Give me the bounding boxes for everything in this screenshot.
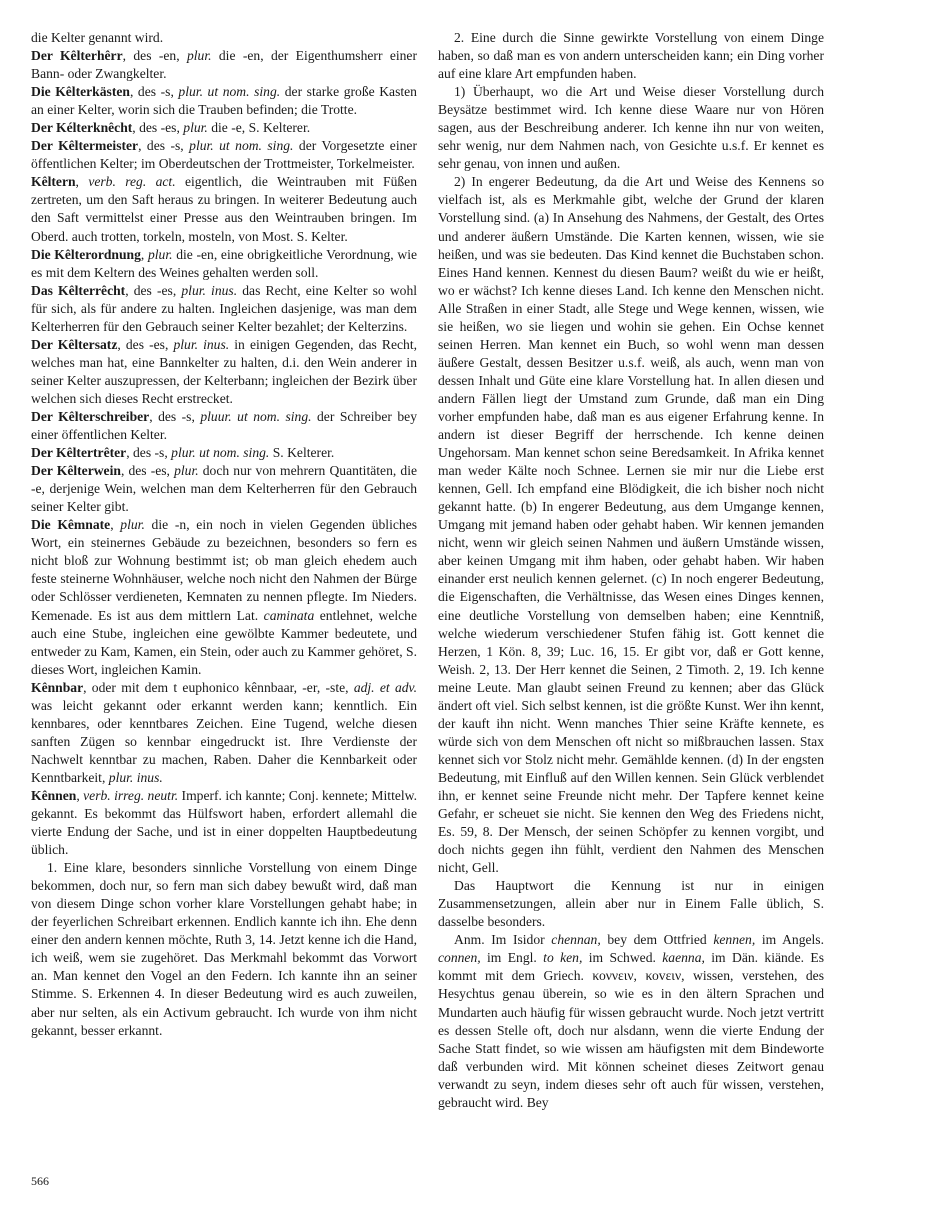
sense-paragraph: 1) Überhaupt, wo die Art und Weise dieser Vorstellung durch Beysätze bestimmet wird. Ich kenne diese Waare nur von Hören sagen, aus der Beschreibung anderer. Ich kenne ihn nur von weiten, sehr wenig, nur dem Nahmen nach, von Gesichte u.s.f. Er kennet es sehr genau, von innen und außen. — [438, 84, 824, 172]
headword: Kênnbar — [31, 679, 84, 695]
headword: Die Kêlterordnung — [31, 246, 141, 262]
dictionary-entry: Die Kêlterkästen, des -s, plur. ut nom. sing. der starke große Kasten an einer Kelter, worin sich die Trauben befinden; die Trotte. — [31, 84, 417, 118]
dictionary-entry: Kênnen, verb. irreg. neutr. Imperf. ich kannte; Conj. kennete; Mittelw. gekannt. Es bekommt das Hülfswort haben, erfordert allemahl die vierte Endung der Sache, und ist in einer doppelten Hauptbedeutung üblich. — [31, 787, 417, 858]
left-column — [31, 29, 417, 1040]
headword: Kêltern — [31, 174, 76, 190]
dictionary-entry: Der Kélterknêcht, des -es, plur. die -e, S. Kelterer. — [31, 120, 311, 136]
sense-paragraph: 1. Eine klare, besonders sinnliche Vorstellung von einem Dinge bekommen, doch nur, so fern man sich dabey bewußt wird, daß man von diesem Dinge schon vorher klare Vorstellungen gehabt habe; in der feyerlichen Schreibart erkennen. Endlich kannte ich ihn. Ehe denn einer den andern kennen möchte, Ruth 3, 14. Jetzt kenne ich die Hand, ich weiß, wem sie zugehöret. Das Merkmahl bekommt das Vorwort an. Man kennet den Vogel an den Federn. Ich kannte ihn an seiner Stimme. S. Erkennen 4. In dieser Bedeutung wird es auch zuweilen, aber nur selten, als ein Activum gebraucht. Ich wurde von ihm nicht gekannt, besser erkannt. — [31, 860, 417, 1038]
headword: Der Kêltersatz — [31, 336, 118, 352]
dictionary-entry: Der Kêlterhêrr, des -en, plur. die -en, der Eigenthumsherr einer Bann- oder Zwangkelter. — [31, 48, 417, 82]
headword: Die Kêlterkästen — [31, 84, 130, 100]
headword: Kênnen — [31, 787, 77, 803]
sense-paragraph: 2) In engerer Bedeutung, da die Art und Weise des Kennens so vielfach ist, als es Merkmahle gibt, welche der Grund der klaren Vorstellung sind. (a) In Ansehung des Nahmens, der Gestalt, des Ortes und anderer äußern Umstände. Die Karten kennen, wissen, wie sie heißen, und was sie bedeuten. Das Kind kennet die Buchstaben schon. Eines Hand kennen. Kennest du diesen Baum? weißt du wie er heißt, wo er wächst? Ich kenne dieses Land. Ich kenne den Menschen nicht. Alle Straßen in einer Stadt, alle Stege und Wege kennen, wissen, wie sie heißen, wo sie liegen und wohin sie gehen. Ein Ochse kennet seinen Herren. Man kennet ein Buch, so wohl wenn man dessen äußere Gestalt, dessen Besitzer u.s.f. weiß, als auch, wenn man von dessen Inhalt und Güte eine klare Vorstellung hat. In allen diesen und andern Fällen liegt der Umstand zum Grunde, daß man ein Ding vorher empfunden habe, daß man es aus eigener Erfahrung kenne. In andern ist dieser Begriff der herrschende. Ich kenne deinen Ungehorsam. Man kennet schon seine Beredsamkeit. In Afrika kennet man weder Kälte noch Schnee. Lernen sie mir nur die Liebe erst kennen, Gell. Ich empfand eine Blödigkeit, die ich bisher noch nicht gekannt hatte. (b) In engerer Bedeutung, aus dem Umgange kennen, Umgang mit jemand haben oder gehabt haben. Wir kennen jemanden nicht, wenn wir gleich seinen Nahmen und äußern Umstände wissen, aber keinen Umgang mit ihm haben, oder gehabt haben. Wir haben einander erst neulich kennen gelernet. (c) In noch engerer Bedeutung, die Eigenschaften, die Verhältnisse, das Wesen eines Dinges kennen, eine deutliche Vorstellung von demselben haben; eine Kenntniß, welche wiederum verschiedener Stufen fähig ist. Gott kennet die Herzen, 1 Kön. 8, 39; Luc. 16, 15. Er gibt vor, daß er Gott kenne, Weish. 2, 13. Der Herr kennet die Seinen, 2 Timoth. 2, 19. Ich kenne meine Leute. Man glaubt seinen Freund zu kennen; aber das Glück ändert oft viel. Sich selbst kennen, ist die größte Kunst. Wer ihn kennt, der kauft ihn nicht. Wenn manches Thier seine Kräfte kennete, es würde sich von dem Menschen oft nicht so mißbrauchen lassen. Stax kennet sich vor Stolz nicht mehr. Gemählde kennen. (d) In der engsten Bedeutung, mit Einfluß auf den Willen kennen. Sein Glück verblendet ihn, er kennet seine Freunde nicht mehr. Der Tapfere kennet keine Gefahr, er scheuet sie nicht. Sie kennen den Weg des Friedens nicht, Es. 59, 8. Der Mensch, der seinen Schöpfer zu kennen vorgibt, und doch nichts gegen ihn fühlt, verdient den Nahmen des Menschen nicht, Gell. — [438, 174, 824, 876]
headword: Der Kêlterhêrr — [31, 48, 123, 64]
headword: Der Kêlterschreiber — [31, 408, 150, 424]
dictionary-entry: Der Kêltertrêter, des -s, plur. ut nom. sing. S. Kelterer. — [31, 445, 335, 461]
dictionary-entry: Kêltern, verb. reg. act. eigentlich, die Weintrauben mit Füßen zertreten, um den Saft heraus zu bringen. In weiterer Bedeutung auch den Saft vermittelst einer Presse aus den Weintrauben bringen. Im Oberd. auch trotten, torkeln, mosteln, von Most. S. Kelter. — [31, 174, 417, 244]
sense-paragraph: 2. Eine durch die Sinne gewirkte Vorstellung von einem Dinge haben, so daß man es von andern unterscheiden kann; ein Ding vorher auf eine klare Art empfunden haben. — [438, 30, 824, 82]
dictionary-entry: Der Kêlterwein, des -es, plur. doch nur von mehrern Quantitäten, die -e, derjenige Wein, welchen man dem Kelterherren für den Gebrauch seiner Kelter gibt. — [31, 463, 418, 515]
etymology-note: Anm. Im Isidor chennan, bey dem Ottfried kennen, im Angels. connen, im Engl. to ken, im Schwed. kaenna, im Dän. kiände. Es kommt mit dem Griech. κοννειν, κοvειν, wissen, verstehen, des Hesychtus genau überein, so wie es in den ältern Sprachen und Mundarten auch häufig für wissen gebraucht wurde. Noch jetzt vertritt es dessen Stelle oft, doch nur alsdann, wenn die vierte Endung der Sache Statt findet, so wie wissen am häufigsten mit dem Bindeworte daß verbunden wird. Mit können scheinet dieses Zeitwort genau verwandt zu seyn, indem dieses sehr oft auch für wissen, verstehen, gebraucht wird. Bey — [438, 932, 824, 1110]
dictionary-entry: Die Kêmnate, plur. die -n, ein noch in vielen Gegenden übliches Wort, ein steinernes Gebäude zu bezeichnen, besonders so fern es nicht bloß zur Wohnung bestimmt ist; ob man gleich ehedem auch feste steinerne Wohnhäuser, welche noch nicht den Nahmen der Bürge oder Schlösser verdieneten, Kemnaten zu nennen pflegte. Im Nieders. Kemenade. Es ist aus dem mittlern Lat. caminata entlehnet, welche auch eine Stube, ingleichen eine gewölbte Kammer bedeutete, und entweder zu Kam, Kamen, ein Stein, oder auch zu Kammer gehöret, S. dieses Wort, ingleichen Kamin. — [31, 517, 418, 677]
dictionary-entry: Der Kêltermeister, des -s, plur. ut nom. sing. der Vorgesetzte einer öffentlichen Kelter; im Oberdeutschen der Trottmeister, Torkelmeister. — [31, 138, 417, 172]
dictionary-entry: Der Kêlterschreiber, des -s, pluur. ut nom. sing. der Schreiber bey einer öffentlichen Kelter. — [31, 408, 417, 443]
headword: Der Kélterknêcht — [31, 120, 133, 136]
sense-paragraph: Das Hauptwort die Kennung ist nur in einigen Zusammensetzungen, allein aber nur in Einem Falle üblich, S. dasselbe besonders. — [438, 878, 824, 930]
page-number: 566 — [31, 1174, 49, 1188]
dictionary-entry: Das Kêlterrêcht, des -es, plur. inus. das Recht, eine Kelter so wohl für sich, als für andere zu halten. Ingleichen dasjenige, was man dem Kelterherren für den Gebrauch seiner Kelter bezahlet; der Kelterzins. — [31, 282, 418, 334]
entry-continuation: die Kelter genannt wird. — [31, 30, 164, 45]
headword: Das Kêlterrêcht — [31, 282, 126, 298]
headword: Der Kêlterwein — [31, 463, 121, 479]
dictionary-entry: Kênnbar, oder mit dem t euphonico kênnbaar, -er, -ste, adj. et adv. was leicht gekannt oder erkannt werden kann; kenntlich. Ein kennbares, oder kenntbares Zeichen. Eine Tugend, welche diesen sanften Zügen so kennbar eingedruckt ist. Ihre Verdienste der Nachwelt kenntbar zu machen, Raben. Daher die Kennbarkeit oder Kenntbarkeit, plur. inus. — [31, 679, 417, 785]
headword: Die Kêmnate — [31, 517, 111, 533]
dictionary-entry: Der Kêltersatz, des -es, plur. inus. in einigen Gegenden, das Recht, welches man hat, eine Bannkelter zu halten, d.i. den Wein anderer in seiner Kelter auszupressen, der Kelterbann; ingleichen der Bezirk über welchen sich dieses Recht erstrecket. — [31, 336, 417, 406]
right-column — [438, 29, 824, 1112]
headword: Der Kêltertrêter — [31, 445, 127, 461]
dictionary-entry: Die Kêlterordnung, plur. die -en, eine obrigkeitliche Verordnung, wie es mit dem Keltern des Weines gehalten werden soll. — [31, 246, 418, 280]
headword: Der Kêltermeister — [31, 138, 139, 154]
